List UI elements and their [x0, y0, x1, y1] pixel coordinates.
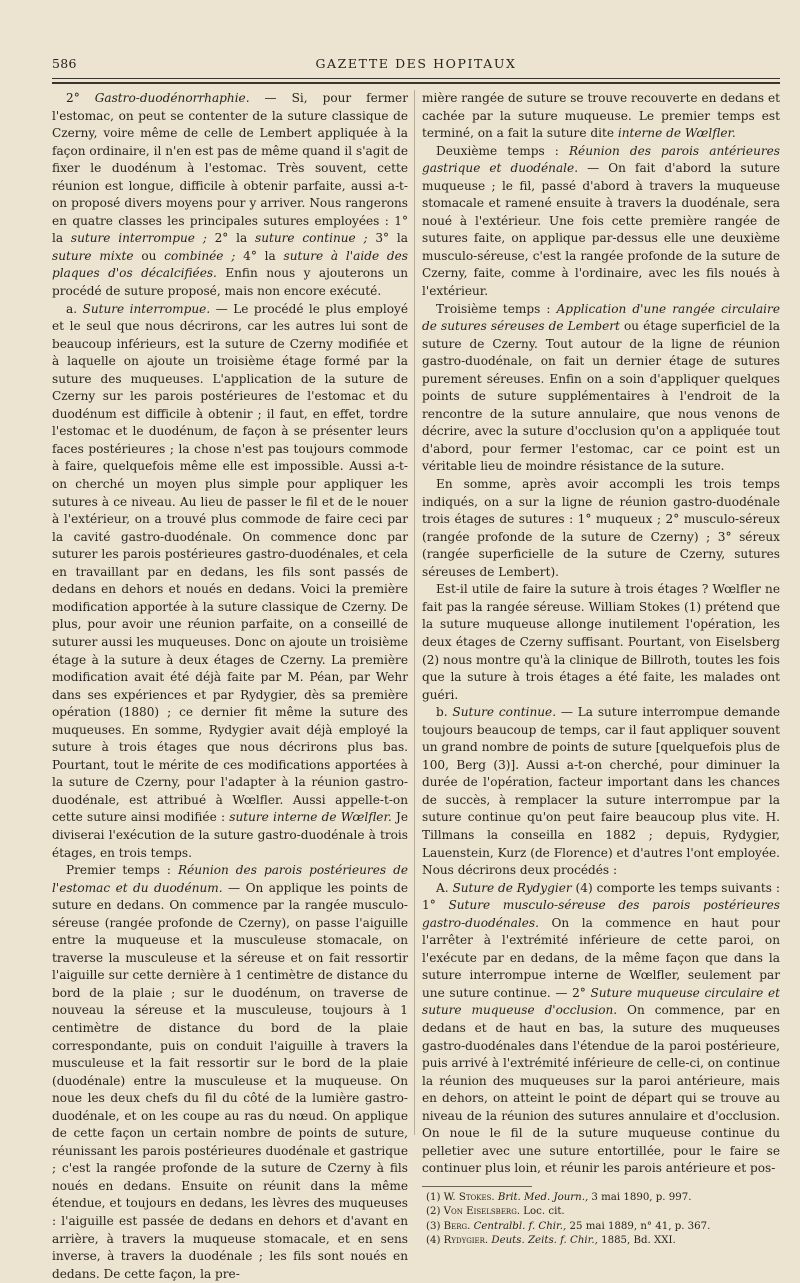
paragraph-en-somme: En somme, après avoir accompli les trois temps indiqués, on a sur la ligne de réunion gastro-duodénale trois étages de sutures : 1° muqueux ; 2° musculo-séreux (rangée profonde de la suture de Czerny) ; 3° séreux (rangée superficielle de la suture de Czerny, sutures séreuses de Lembert).: [422, 477, 780, 579]
header-rule-thin: [52, 78, 780, 79]
paragraph-suture-interrompue: a. Suture interrompue. — Le procédé le plus employé et le seul que nous décrirons, car les autres lui sont de beaucoup inférieurs, est la suture de Czerny modifiée et à laquelle on ajoute un troisième étage formé par la suture des muqueuses. L'application de la suture de Czerny sur les parois postérieures de l'estomac et du duodénum est difficile à obtenir ; il faut, en effet, tordre l'estomac et le duodénum, de façon à se présenter leurs faces postérieures ; la chose n'est pas toujours commode à faire, quelquefois même elle est impossible. Aussi a-t-on cherché un moyen plus simple pour appliquer les sutures à ce niveau. Au lieu de passer le fil et de le nouer à l'extérieur, on a trouvé plus commode de faire ceci par la cavité gastro-duodénale. On commence donc par suturer les parois postérieures gastro-duodénales, et cela en travaillant par en dedans, les fils sont passés de dedans en dehors et noués en dedans. Voici la première modification apportée à la suture classique de Czerny. De plus, pour avoir une réunion parfaite, on a conseillé de suturer aussi les muqueuses. Donc on ajoute un troisième étage à la suture à deux étages de Czerny. La première modification avait été déjà faite par M. Péan, par Wehr dans ses expériences et par Rydygier, dès sa première opération (1880) ; ce dernier fit même la suture des muqueuses. En somme, Rydygier avait déjà employé la suture à trois étages que nous décrirons plus bas. Pourtant, tout le mérite de ces modifications apportées à la suture de Czerny, pour l'adapter à la réunion gastro-duodénale, est attribué à Wœlfler. Aussi appelle-t-on cette suture ainsi modifiée : suture interne de Wœlfler. Je diviserai l'exécution de la suture gastro-duodénale à trois étages, en trois temps.: [52, 301, 408, 860]
footnote-3: (3) Berg. Centralbl. f. Chir., 25 mai 1889, n° 41, p. 367.: [426, 1220, 711, 1232]
paragraph-suture-continue: b. Suture continue. — La suture interrompue demande toujours beaucoup de temps, car il faut appliquer souvent un grand nombre de points de suture [quelquefois plus de 100, Berg (3)]. Aussi a-t-on cherché, pour diminuer la durée de l'opération, facteur important dans les chances de succès, à remplacer la suture interrompue par la suture continue qu'on peut faire beaucoup plus vite. H. Tillmans la conseilla en 1882 ; depuis, Rydygier, Lauenstein, Kurz (de Florence) et d'autres l'ont employée. Nous décrirons deux procédés :: [422, 705, 780, 878]
section-title: Suture continue.: [452, 705, 557, 720]
section-title: Application d'une rangée circulaire de sutures séreuses de Lembert: [422, 301, 780, 334]
section-title: Suture interrompue.: [82, 301, 211, 316]
footnote-1: (1) W. Stokes. Brit. Med. Journ., 3 mai 1890, p. 997.: [426, 1191, 692, 1203]
paragraph-continuation: mière rangée de suture se trouve recouverte en dedans et cachée par la suture muqueuse. Le premier temps est terminé, on a fait la suture dite interne de Wœlfler.: [422, 91, 780, 141]
paragraph-trois-etages: Est-il utile de faire la suture à trois étages ? Wœlfler ne fait pas la rangée séreuse. William Stokes (1) prétend que la suture muqueuse allonge inutilement l'opération, les deux étages de Czerny suffisant. Pourtant, von Eiselsberg (2) nous montre qu'à la clinique de Billroth, toutes les fois que la suture à trois étages a été faite, les malades ont guéri.: [422, 582, 780, 702]
header-rule-thick: [52, 82, 780, 84]
section-title: Suture de Rydygier: [452, 880, 572, 895]
footnotes: [422, 1191, 780, 1248]
column-divider: [414, 90, 415, 1135]
left-column: [52, 90, 409, 1281]
page-number: 586: [52, 56, 77, 71]
section-title: Réunion des parois antérieures gastrique et duodénale.: [422, 143, 781, 176]
footnote-2: (2) Von Eiselsberg. Loc. cit.: [426, 1206, 565, 1218]
footnote-rule: [422, 1186, 532, 1187]
running-header: [52, 56, 780, 76]
running-title: GAZETTE DES HOPITAUX: [315, 56, 517, 71]
right-column: [422, 90, 781, 1246]
paragraph-deuxieme-temps: Deuxième temps : Réunion des parois antérieures gastrique et duodénale. — On fait d'abord la suture muqueuse ; le fil, passé d'abord à travers la muqueuse stomacale et ramené ensuite à travers la duodénale, sera noué à l'extérieur. Une fois cette première rangée de sutures faite, on applique par-dessus elle une deuxième musculo-séreuse, c'est la rangée profonde de la suture de Czerny, faite, comme à l'ordinaire, avec les fils noués à l'extérieur.: [422, 143, 781, 299]
paragraph-troisieme-temps: Troisième temps : Application d'une rangée circulaire de sutures séreuses de Lembert ou étage superficiel de la suture de Czerny. Tout autour de la ligne de réunion gastro-duodénale, on fait un dernier étage de sutures purement séreuses. Enfin on a soin d'appliquer quelques points de suture supplémentaires à l'endroit de la rencontre de la suture annulaire, que nous venons de décrire, avec la suture d'occlusion qu'on a appliquée tout d'abord, pour fermer l'estomac, car ce point est un véritable lieu de moindre résistance de la suture.: [422, 301, 780, 474]
paragraph-gastro-duodenorrhaphie: 2° Gastro-duodénorrhaphie. — Si, pour fermer l'estomac, on peut se contenter de la suture classique de Czerny, voire même de celle de Lembert appliquée à la façon ordinaire, il n'en est pas de même quand il s'agit de fixer le duodénum à l'estomac. Très souvent, cette réunion est longue, difficile à obtenir parfaite, aussi a-t-on proposé divers moyens pour y arriver. Nous rangerons en quatre classes les principales sutures employées : 1° la suture interrompue ; 2° la suture continue ; 3° la suture mixte ou combinée ; 4° la suture à l'aide des plaques d'os décalcifiées. Enfin nous y ajouterons un procédé de suture proposé, mais non encore exécuté.: [52, 91, 408, 299]
paragraph-suture-rydygier: A. Suture de Rydygier (4) comporte les temps suivants : 1° Suture musculo-séreuse des parois postérieures gastro-duodénales. On la commence en haut pour l'arrêter à l'extrémité inférieure de cette paroi, on l'exécute par en dedans, de la même façon que dans la suture interrompue interne de Wœlfler, seulement par une suture continue. — 2° Suture muqueuse circulaire et suture muqueuse d'occlusion. On commence, par en dedans et de haut en bas, la suture des muqueuses gastro-duodénales dans l'étendue de la paroi postérieure, puis arrivé à l'extrémité inférieure de celle-ci, on continue la réunion des muqueuses sur la paroi antérieure, mais en dehors, on atteint le point de départ qui se trouve au niveau de la réunion des sutures annulaire et d'occlusion. On noue le fil de la suture muqueuse continue du pelletier avec une suture entortillée, pour le faire se continuer plus loin, et réunir les parois antérieure et pos-: [422, 880, 781, 1176]
section-title: Réunion des parois postérieures de l'estomac et du duodénum.: [52, 863, 409, 895]
footnote-4: (4) Rydygier. Deuts. Zeits. f. Chir., 1885, Bd. XXI.: [426, 1234, 676, 1246]
section-title: Gastro-duodénorrhaphie.: [94, 91, 250, 105]
paragraph-premier-temps: Premier temps : Réunion des parois postérieures de l'estomac et du duodénum. — On applique les points de suture en dedans. On commence par la rangée musculo-séreuse (rangée profonde de Czerny), on passe l'aiguille entre la muqueuse et la musculeuse stomacale, on traverse la musculeuse et la séreuse et on fait ressortir l'aiguille sur cette dernière à 1 centimètre de distance du bord de la plaie ; sur le duodénum, on traverse de nouveau la séreuse et la musculeuse, toujours à 1 centimètre de distance du bord de la plaie correspondante, puis on conduit l'aiguille à travers la musculeuse et la fait ressortir sur le bord de la plaie (duodénale) entre la musculeuse et la muqueuse. On noue les deux chefs du fil du côté de la lumière gastro-duodénale, et on les coupe au ras du nœud. On applique de cette façon un certain nombre de points de suture, réunissant les parois postérieures duodénale et gastrique ; c'est la rangée profonde de la suture de Czerny à fils noués en dedans. Ensuite on réunit dans la même étendue, et toujours en dedans, les lèvres des muqueuses : l'aiguille est passée de dedans en dehors et d'avant en arrière, à travers la muqueuse stomacale, et en sens inverse, à travers la duodénale ; les fils sont noués en dedans. De cette façon, la pre-: [52, 863, 409, 1281]
